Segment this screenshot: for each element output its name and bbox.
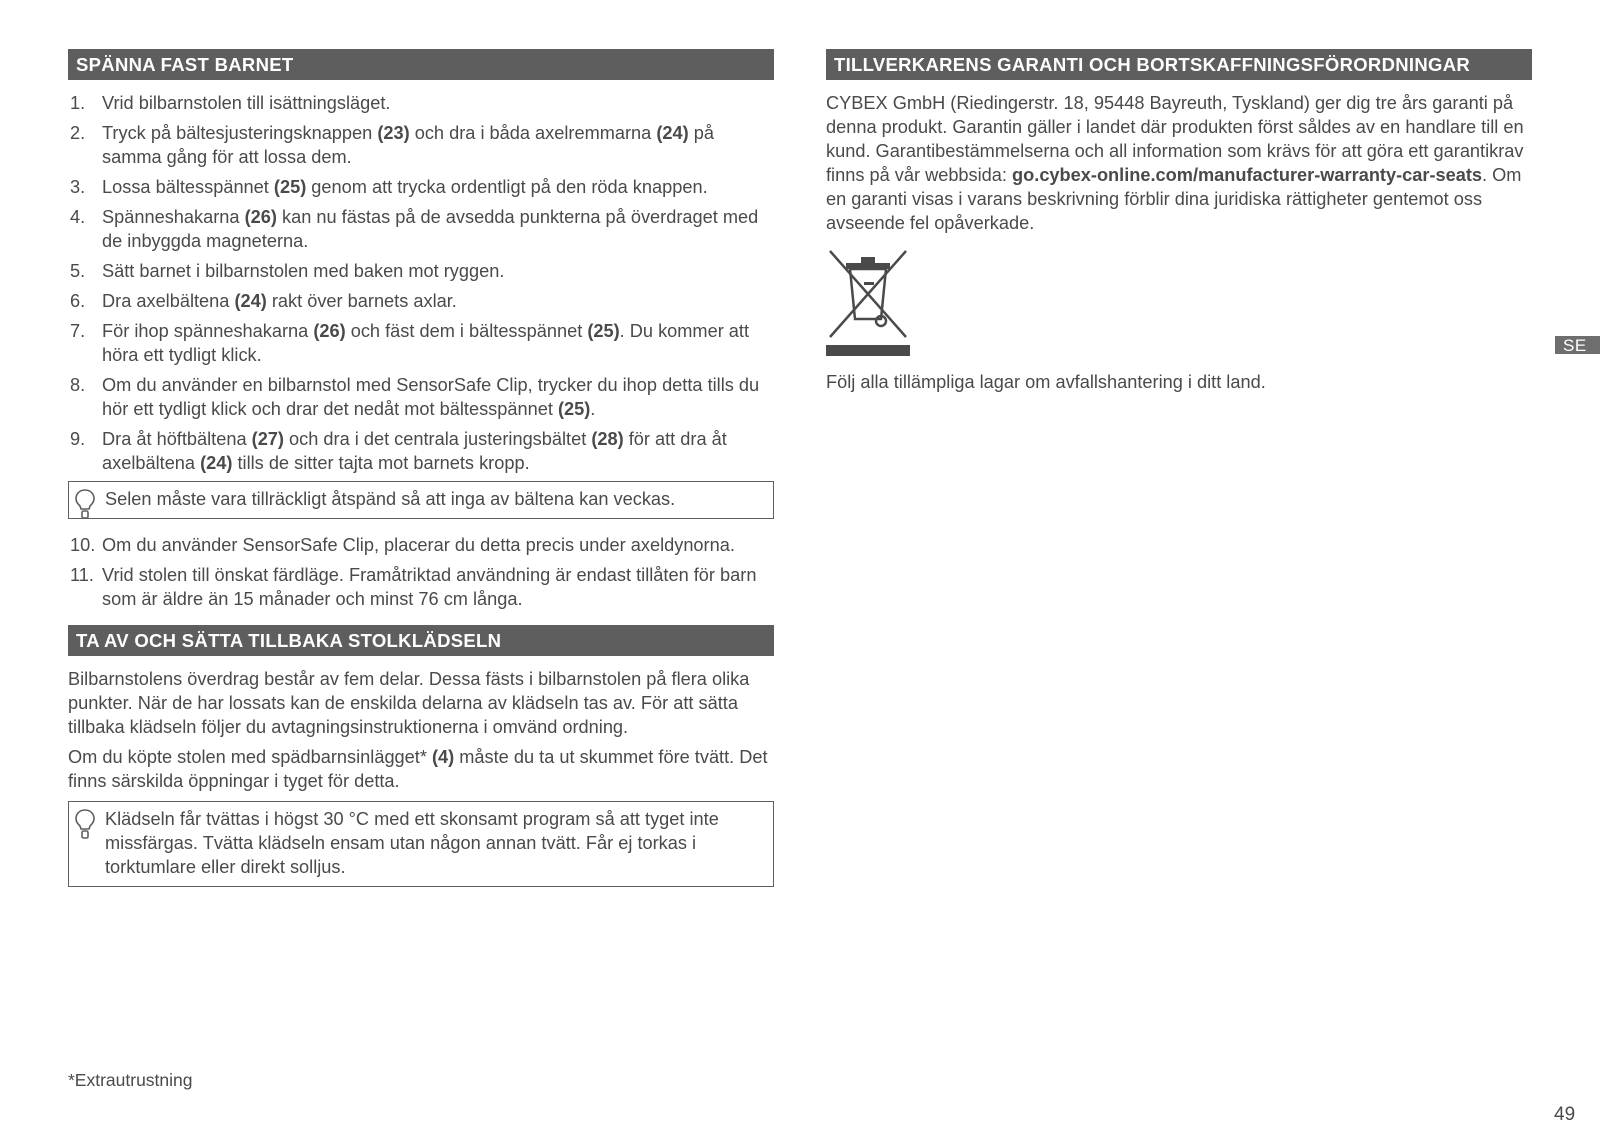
step-item: 9. Dra åt höftbältena (27) och dra i det centrala justeringsbältet (28) för att dra åt axelbältena (24) tills de sitter tajta mot barnets kropp. (70, 429, 727, 473)
step-item: 4. Spänneshakarna (26) kan nu fästas på de avsedda punkterna på överdraget med de inbyggda magneterna. (70, 207, 759, 251)
foam-text-end: måste du ta ut skummet före tvätt. Det finns särskilda öppningar i tyget för detta. (68, 747, 768, 791)
tip-box (68, 481, 774, 519)
step-item: 8. Om du använder en bilbarnstol med SensorSafe Clip, trycker du ihop detta tills du hör ett tydligt klick och drar det nedåt mot bältesspännet (25). (70, 375, 760, 419)
step-number: 7. (70, 321, 86, 341)
steps-list-continued (68, 533, 774, 611)
step-item: 6. Dra axelbältena (24) rakt över barnets axlar. (70, 291, 457, 311)
section-title-strap-in: SPÄNNA FAST BARNET (68, 49, 774, 80)
warranty-text-end: . Om en garanti visas i varans beskrivning förblir dina juridiska rättigheter gentemot oss avseende fel opåverkade. (826, 165, 1522, 233)
language-tab: SE (1555, 336, 1600, 354)
part-ref: (24) (656, 123, 689, 143)
step-number: 2. (70, 123, 86, 143)
lightbulb-icon (74, 808, 96, 840)
part-ref: (25) (557, 399, 591, 419)
page-number: 49 (1554, 1104, 1576, 1125)
left-column (68, 49, 774, 901)
section-title-cover-removal: TA AV OCH SÄTTA TILLBAKA STOLKLÄDSELN (68, 625, 774, 656)
step-item: 3. Lossa bältesspännet (25) genom att trycka ordentligt på den röda knappen. (70, 177, 708, 197)
step-number: 4. (70, 207, 86, 227)
tip-text: Selen måste vara tillräckligt åtspänd så att inga av bältena kan veckas. (105, 489, 676, 509)
part-ref: (27) (251, 429, 284, 449)
step-item: 5. Sätt barnet i bilbarnstolen med baken mot ryggen. (70, 261, 505, 281)
step-item: 7. För ihop spänneshakarna (26) och fäst dem i bältesspännet (25). Du kommer att höra ett tydligt klick. (70, 321, 750, 365)
foam-text-start: Om du köpte stolen med spädbarnsinlägget* (68, 747, 432, 767)
step-number: 3. (70, 177, 86, 197)
step-item: 11. Vrid stolen till önskat färdläge. Framåtriktad användning är endast tillåten för barn som är äldre än 15 månader och minst 76 cm långa. (70, 565, 757, 609)
part-ref: (25) (273, 177, 307, 197)
disposal-text: Följ alla tillämpliga lagar om avfallshantering i ditt land. (826, 372, 1266, 392)
part-ref: (25) (587, 321, 620, 341)
step-item: 2. Tryck på bältesjusteringsknappen (23) och dra i båda axelremmarna (24) på samma gång för att lossa dem. (70, 123, 714, 167)
step-number: 6. (70, 291, 86, 311)
footnote: *Extrautrustning (68, 1070, 193, 1090)
step-item: 1. Vrid bilbarnstolen till isättningsläget. (70, 93, 391, 113)
right-column (826, 49, 1532, 400)
step-number: 10. (70, 535, 96, 555)
step-number: 8. (70, 375, 86, 395)
step-number: 9. (70, 429, 86, 449)
part-ref: (24) (234, 291, 267, 311)
cover-paragraph: Bilbarnstolens överdrag består av fem delar. Dessa fästs i bilbarnstolen på flera olika punkter. När de har lossats kan de enskilda delarna av klädseln tas av. För att sätta tillbaka klädseln följer du avtagningsinstruktionerna i omvänd ordning. (68, 669, 750, 737)
foam-paragraph (68, 745, 774, 793)
part-ref: (26) (313, 321, 346, 341)
lightbulb-icon (74, 488, 96, 520)
part-ref: (4) (431, 747, 455, 767)
crossed-out-wheelie-bin-icon (826, 249, 910, 357)
washing-tip-text: Klädseln får tvättas i högst 30 °C med ett skonsamt program så att tyget inte missfärgas. Tvätta klädseln ensam utan någon annan tvätt. Får ej torkas i torktumlare eller direkt solljus. (105, 809, 719, 877)
step-item: 10. Om du använder SensorSafe Clip, placerar du detta precis under axeldynorna. (70, 535, 735, 555)
warranty-paragraph (826, 91, 1532, 235)
warranty-text: CYBEX GmbH (Riedingerstr. 18, 95448 Bayreuth, Tyskland) ger dig tre års garanti på denna produkt. Garantin gäller i landet där produkten först såldes av en handlare till en kund. Garantibestämmelserna och all information som krävs för att göra ett garantikrav finns på vår webbsida: (826, 93, 1524, 185)
step-number: 5. (70, 261, 86, 281)
step-number: 1. (70, 93, 86, 113)
part-ref: (26) (244, 207, 277, 227)
section-title-warranty: TILLVERKARENS GARANTI OCH BORTSKAFFNINGSFÖRORDNINGAR (826, 49, 1532, 80)
part-ref: (24) (200, 453, 233, 473)
part-ref: (23) (377, 123, 410, 143)
steps-list (68, 91, 774, 475)
step-number: 11. (70, 565, 94, 585)
part-ref: (28) (591, 429, 624, 449)
warranty-url-link[interactable]: go.cybex-online.com/manufacturer-warranty-car-seats (1012, 165, 1483, 185)
washing-tip-box (68, 801, 774, 887)
